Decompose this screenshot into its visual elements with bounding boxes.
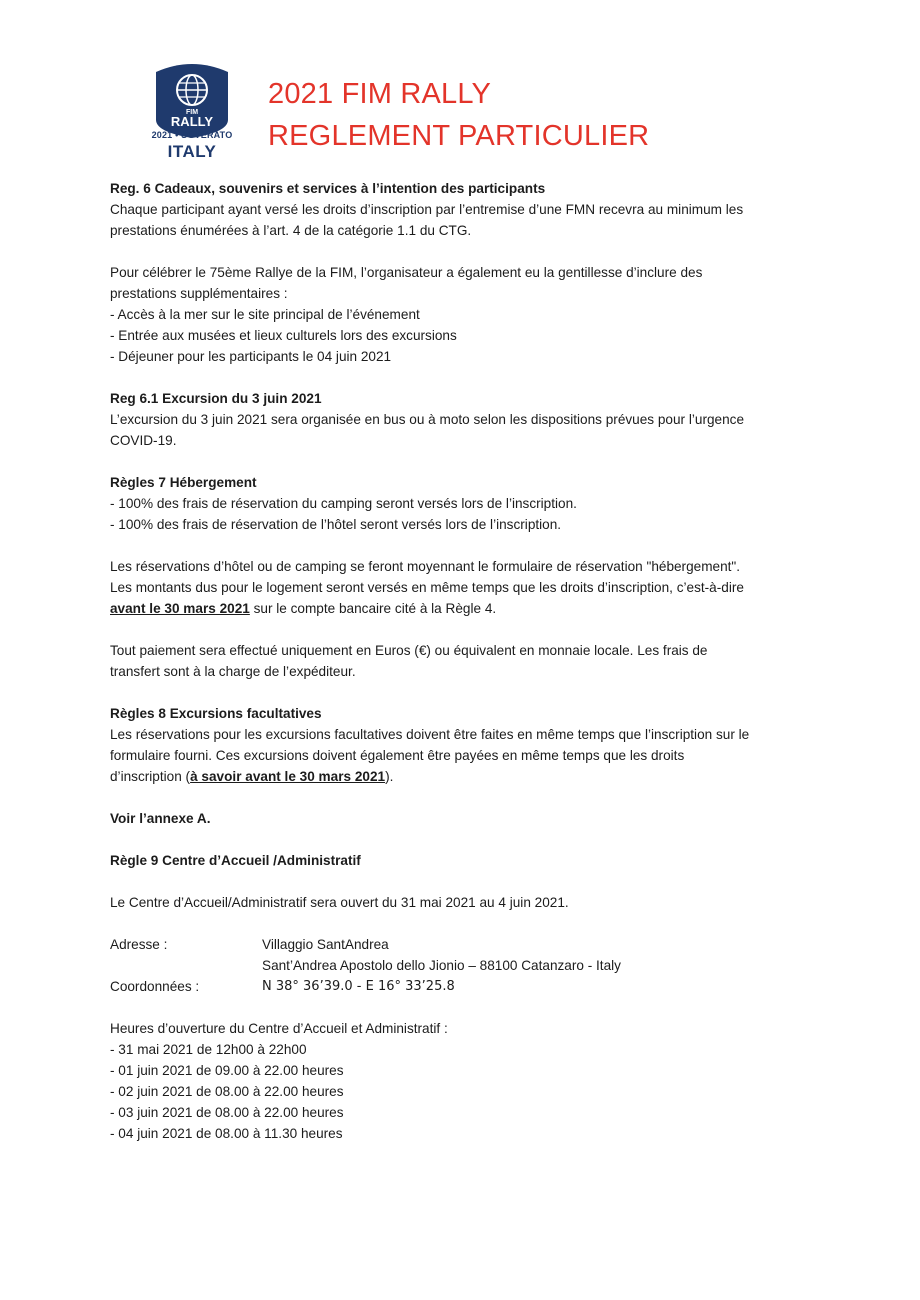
reg61-line1: L’excursion du 3 juin 2021 sera organisée en bus ou à moto selon les dispositions prévues pour l’urgence xyxy=(110,412,745,427)
logo-badge-main: RALLY xyxy=(170,114,214,129)
reg6-p2-line1: Pour célébrer le 75ème Rallye de la FIM, l’organisateur a également eu la gentillesse d’inclure des xyxy=(110,265,703,280)
list-item: - 02 juin 2021 de 08.00 à 22.00 heures xyxy=(110,1084,344,1099)
logo-caption-year-city: 2021 • SOVERATO xyxy=(151,130,233,140)
reg7-heading: Règles 7 Hébergement xyxy=(110,475,257,490)
hours-heading: Heures d’ouverture du Centre d’Accueil et Administratif : xyxy=(110,1021,448,1036)
logo-badge-top: FIM xyxy=(185,109,199,116)
list-item: - 31 mai 2021 de 12h00 à 22h00 xyxy=(110,1042,307,1057)
reg7-p1-line3 xyxy=(110,598,810,619)
list-item: - 03 juin 2021 de 08.00 à 22.00 heures xyxy=(110,1105,344,1120)
reg6-heading: Reg. 6 Cadeaux, souvenirs et services à l’intention des participants xyxy=(110,181,546,196)
address-row-2 xyxy=(110,955,810,976)
list-item: - 100% des frais de réservation de l’hôtel seront versés lors de l’inscription. xyxy=(110,517,562,532)
reg61-line2: COVID-19. xyxy=(110,433,177,448)
reg8-line3-pre: d’inscription ( xyxy=(110,769,191,784)
reg8-line3-post: ). xyxy=(385,769,394,784)
reg8-heading: Règles 8 Excursions facultatives xyxy=(110,706,322,721)
list-item: - 100% des frais de réservation du camping seront versés lors de l’inscription. xyxy=(110,496,577,511)
page-title-line2: REGLEMENT PARTICULIER xyxy=(268,120,650,152)
list-item: - 04 juin 2021 de 08.00 à 11.30 heures xyxy=(110,1126,343,1141)
reg9-heading: Règle 9 Centre d’Accueil /Administratif xyxy=(110,853,361,868)
reg8-line3 xyxy=(110,766,810,787)
reg6-p1-line2: prestations énumérées à l’art. 4 de la catégorie 1.1 du CTG. xyxy=(110,223,472,238)
reg7-p1-line2: Les montants dus pour le logement seront versés en même temps que les droits d’inscription, c’est-à-dire xyxy=(110,580,744,595)
reg61-heading: Reg 6.1 Excursion du 3 juin 2021 xyxy=(110,391,322,406)
reg6-p1-line1: Chaque participant ayant versé les droits d’inscription par l’entremise d’une FMN recevra au minimum les xyxy=(110,202,744,217)
coords-label: Coordonnées : xyxy=(110,979,200,994)
list-item: - Accès à la mer sur le site principal de l’événement xyxy=(110,307,420,322)
reg7-p2-line2: transfert sont à la charge de l’expéditeur. xyxy=(110,664,356,679)
reg7-p1-line1: Les réservations d’hôtel ou de camping se feront moyennant le formulaire de réservation "hébergement". xyxy=(110,559,741,574)
list-item: - Déjeuner pour les participants le 04 juin 2021 xyxy=(110,349,392,364)
reg8-line2: formulaire fourni. Ces excursions doivent également être payées en même temps que les droits xyxy=(110,748,685,763)
reg6-p2-line2: prestations supplémentaires : xyxy=(110,286,288,301)
address-line2: Sant’Andrea Apostolo dello Jionio – 88100 Catanzaro - Italy xyxy=(262,958,621,973)
reg7-p1-line3-rest: sur le compte bancaire cité à la Règle 4. xyxy=(249,601,497,616)
coords-value: N 38° 36’39.0 - E 16° 33’25.8 xyxy=(262,979,455,994)
reg8-line1: Les réservations pour les excursions facultatives doivent être faites en même temps que l’inscription sur le xyxy=(110,727,750,742)
reg9-intro: Le Centre d’Accueil/Administratif sera ouvert du 31 mai 2021 au 4 juin 2021. xyxy=(110,895,569,910)
address-line1: Villaggio SantAndrea xyxy=(262,937,389,952)
deadline-highlight: à savoir avant le 30 mars 2021 xyxy=(190,769,386,784)
deadline-highlight: avant le 30 mars 2021 xyxy=(110,601,250,616)
address-row xyxy=(110,934,810,955)
reg8-annex: Voir l’annexe A. xyxy=(110,811,211,826)
reg7-p2-line1: Tout paiement sera effectué uniquement en Euros (€) ou équivalent en monnaie locale. Les frais de xyxy=(110,643,708,658)
logo-caption-country: ITALY xyxy=(167,142,217,161)
document-body xyxy=(110,178,810,1144)
list-item: - Entrée aux musées et lieux culturels lors des excursions xyxy=(110,328,457,343)
list-item: - 01 juin 2021 de 09.00 à 22.00 heures xyxy=(110,1063,344,1078)
address-label: Adresse : xyxy=(110,937,168,952)
coords-row xyxy=(110,976,810,997)
page-title-line1: 2021 FIM RALLY xyxy=(268,78,492,110)
